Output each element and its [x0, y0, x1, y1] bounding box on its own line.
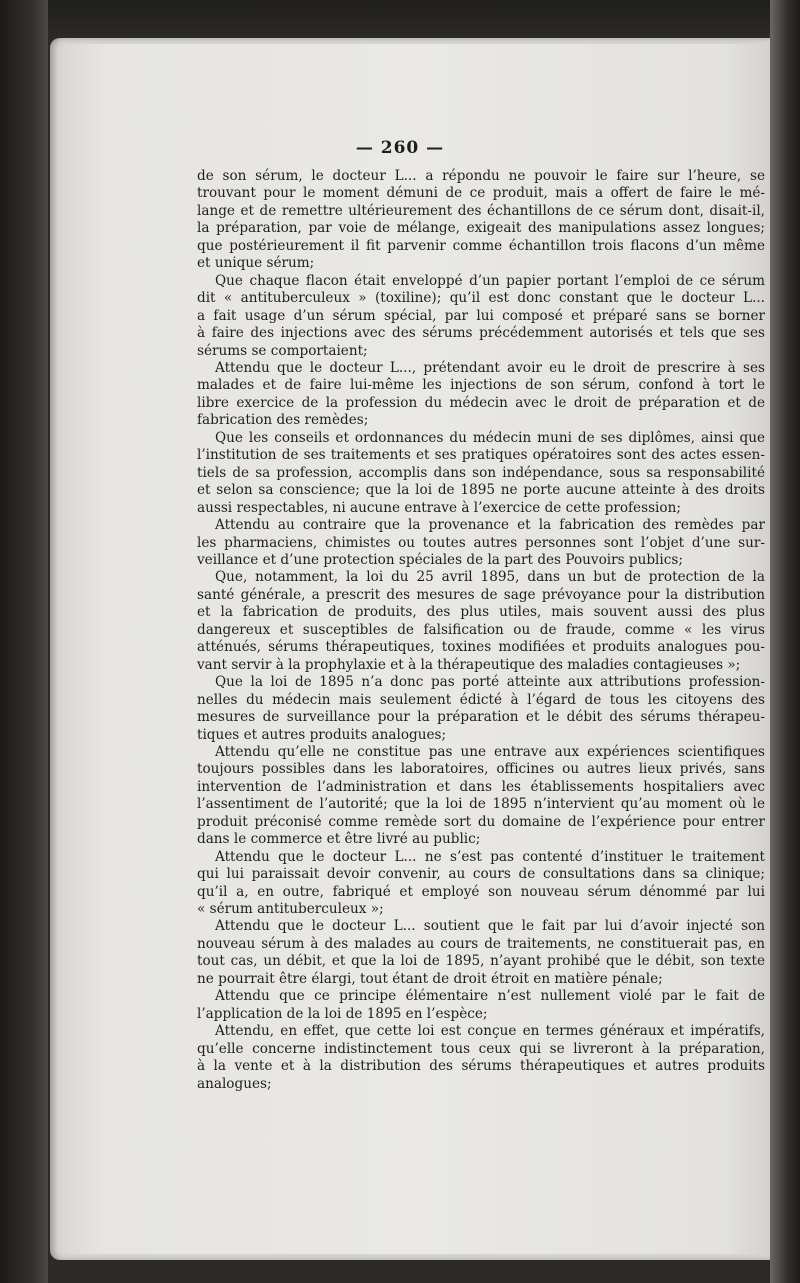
text-line: intervention de l’administration et dans les établissements hospitaliers avec: [197, 778, 765, 795]
text-line: tout cas, un débit, et que la loi de 1895, n’ayant prohibé que le débit, son texte: [197, 953, 765, 970]
book-spine: [770, 0, 800, 1283]
text-line: toujours possibles dans les laboratoires, officines ou autres lieux privés, sans: [197, 761, 765, 778]
text-line: Que les conseils et ordonnances du médecin muni de ses diplômes, ainsi que: [215, 429, 765, 446]
text-line: et la fabrication de produits, des plus utiles, mais souvent aussi des plus: [197, 604, 765, 621]
text-line: l’assentiment de l’autorité; que la loi de 1895 n’intervient qu’au moment où le: [197, 796, 765, 813]
text-line: ne pourrait être élargi, tout étant de droit étroit en matière pénale;: [197, 970, 663, 987]
body-text: [197, 168, 765, 1093]
text-line: qui lui paraissait devoir convenir, au cours de consultations dans sa clinique;: [197, 866, 765, 883]
text-line: lange et de remettre ultérieurement des échantillons de ce sérum dont, disait-il,: [197, 202, 765, 219]
page-number: — 260 —: [355, 138, 445, 158]
text-line: nelles du médecin mais seulement édicté à l’égard de tous les citoyens des: [197, 691, 765, 708]
text-line: malades et de faire lui-même les injections de son sérum, confond à tort le: [197, 377, 765, 394]
text-line: de son sérum, le docteur L... a répondu ne pouvoir le faire sur l’heure, se: [197, 168, 765, 184]
text-line: Attendu qu’elle ne constitue pas une entrave aux expériences scientifiques: [215, 743, 765, 760]
text-line: l’institution de ses traitements et ses pratiques opératoires sont des actes essen-: [197, 447, 765, 464]
scan-background-top: [0, 0, 800, 40]
text-line: Attendu que le docteur L..., prétendant avoir eu le droit de prescrire à ses: [215, 359, 765, 376]
text-line: produit préconisé comme remède sort du domaine de l’expérience pour entrer: [197, 813, 765, 830]
text-line: Attendu que le docteur L... soutient que le fait par lui d’avoir injecté son: [215, 918, 765, 935]
text-line: santé générale, a prescrit des mesures de sage prévoyance pour la distribution: [197, 586, 765, 603]
text-line: Attendu que ce principe élémentaire n’est nullement violé par le fait de: [215, 988, 765, 1005]
text-line: Attendu, en effet, que cette loi est conçue en termes généraux et impératifs,: [215, 1023, 765, 1040]
text-line: tiques et autres produits analogues;: [197, 726, 447, 743]
text-line: la préparation, par voie de mélange, exigeait des manipulations assez longues;: [197, 220, 765, 237]
text-line: a fait usage d’un sérum spécial, par lui composé et préparé sans se borner: [197, 307, 765, 324]
text-line: Que chaque flacon était enveloppé d’un papier portant l’emploi de ce sérum: [215, 272, 765, 289]
text-line: et unique sérum;: [197, 255, 315, 272]
text-line: dit « antituberculeux » (toxiline); qu’il est donc constant que le docteur L...: [197, 290, 765, 307]
text-line: aussi respectables, ni aucune entrave à l’exercice de cette profession;: [197, 499, 681, 516]
text-line: l’application de la loi de 1895 en l’espèce;: [197, 1005, 488, 1022]
text-line: nouveau sérum à des malades au cours de traitements, ne constituerait pas, en: [197, 935, 765, 952]
text-line: à faire des injections avec des sérums précédemment autorisés et tels que ses: [197, 325, 765, 342]
text-line: vant servir à la prophylaxie et à la thérapeutique des maladies contagieuses »;: [197, 656, 741, 673]
text-line: analogues;: [197, 1075, 272, 1092]
text-line: dans le commerce et être livré au public;: [197, 831, 481, 848]
text-line: atténués, sérums thérapeutiques, toxines modifiées et produits analogues pou-: [197, 639, 765, 656]
text-line: trouvant pour le moment démuni de ce produit, mais a offert de faire le mé-: [197, 185, 765, 202]
text-line: Attendu que le docteur L... ne s’est pas contenté d’instituer le traitement: [215, 848, 765, 865]
text-line: que postérieurement il fit parvenir comme échantillon trois flacons d’un même: [197, 237, 765, 254]
text-line: et selon sa conscience; que la loi de 1895 ne porte aucune atteinte à des droits: [197, 482, 765, 499]
text-line: tiels de sa profession, accomplis dans son indépendance, sous sa responsabilité: [197, 464, 765, 481]
text-line: Attendu au contraire que la provenance et la fabrication des remèdes par: [215, 517, 765, 534]
text-line: à la vente et à la distribution des sérums thérapeutiques et autres produits: [197, 1058, 765, 1075]
text-line: fabrication des remèdes;: [197, 412, 369, 429]
scan-background-left: [0, 0, 48, 1283]
text-line: qu’elle concerne indistinctement tous ceux qui se livreront à la préparation,: [197, 1040, 765, 1057]
text-line: Que la loi de 1895 n’a donc pas porté atteinte aux attributions profession-: [215, 674, 765, 691]
text-line: « sérum antituberculeux »;: [197, 901, 384, 918]
text-line: mesures de surveillance pour la préparation et le débit des sérums thérapeu-: [197, 709, 765, 726]
text-line: qu’il a, en outre, fabriqué et employé son nouveau sérum dénommé par lui: [197, 883, 765, 900]
text-line: les pharmaciens, chimistes ou toutes autres personnes sont l’objet d’une sur-: [197, 534, 765, 551]
text-line: libre exercice de la profession du médecin avec le droit de préparation et de: [197, 394, 765, 411]
text-line: Que, notamment, la loi du 25 avril 1895, dans un but de protection de la: [215, 569, 765, 586]
text-line: dangereux et susceptibles de falsification ou de fraude, comme « les virus: [197, 621, 765, 638]
text-line: veillance et d’une protection spéciales de la part des Pouvoirs publics;: [197, 551, 683, 568]
text-line: sérums se comportaient;: [197, 342, 368, 359]
